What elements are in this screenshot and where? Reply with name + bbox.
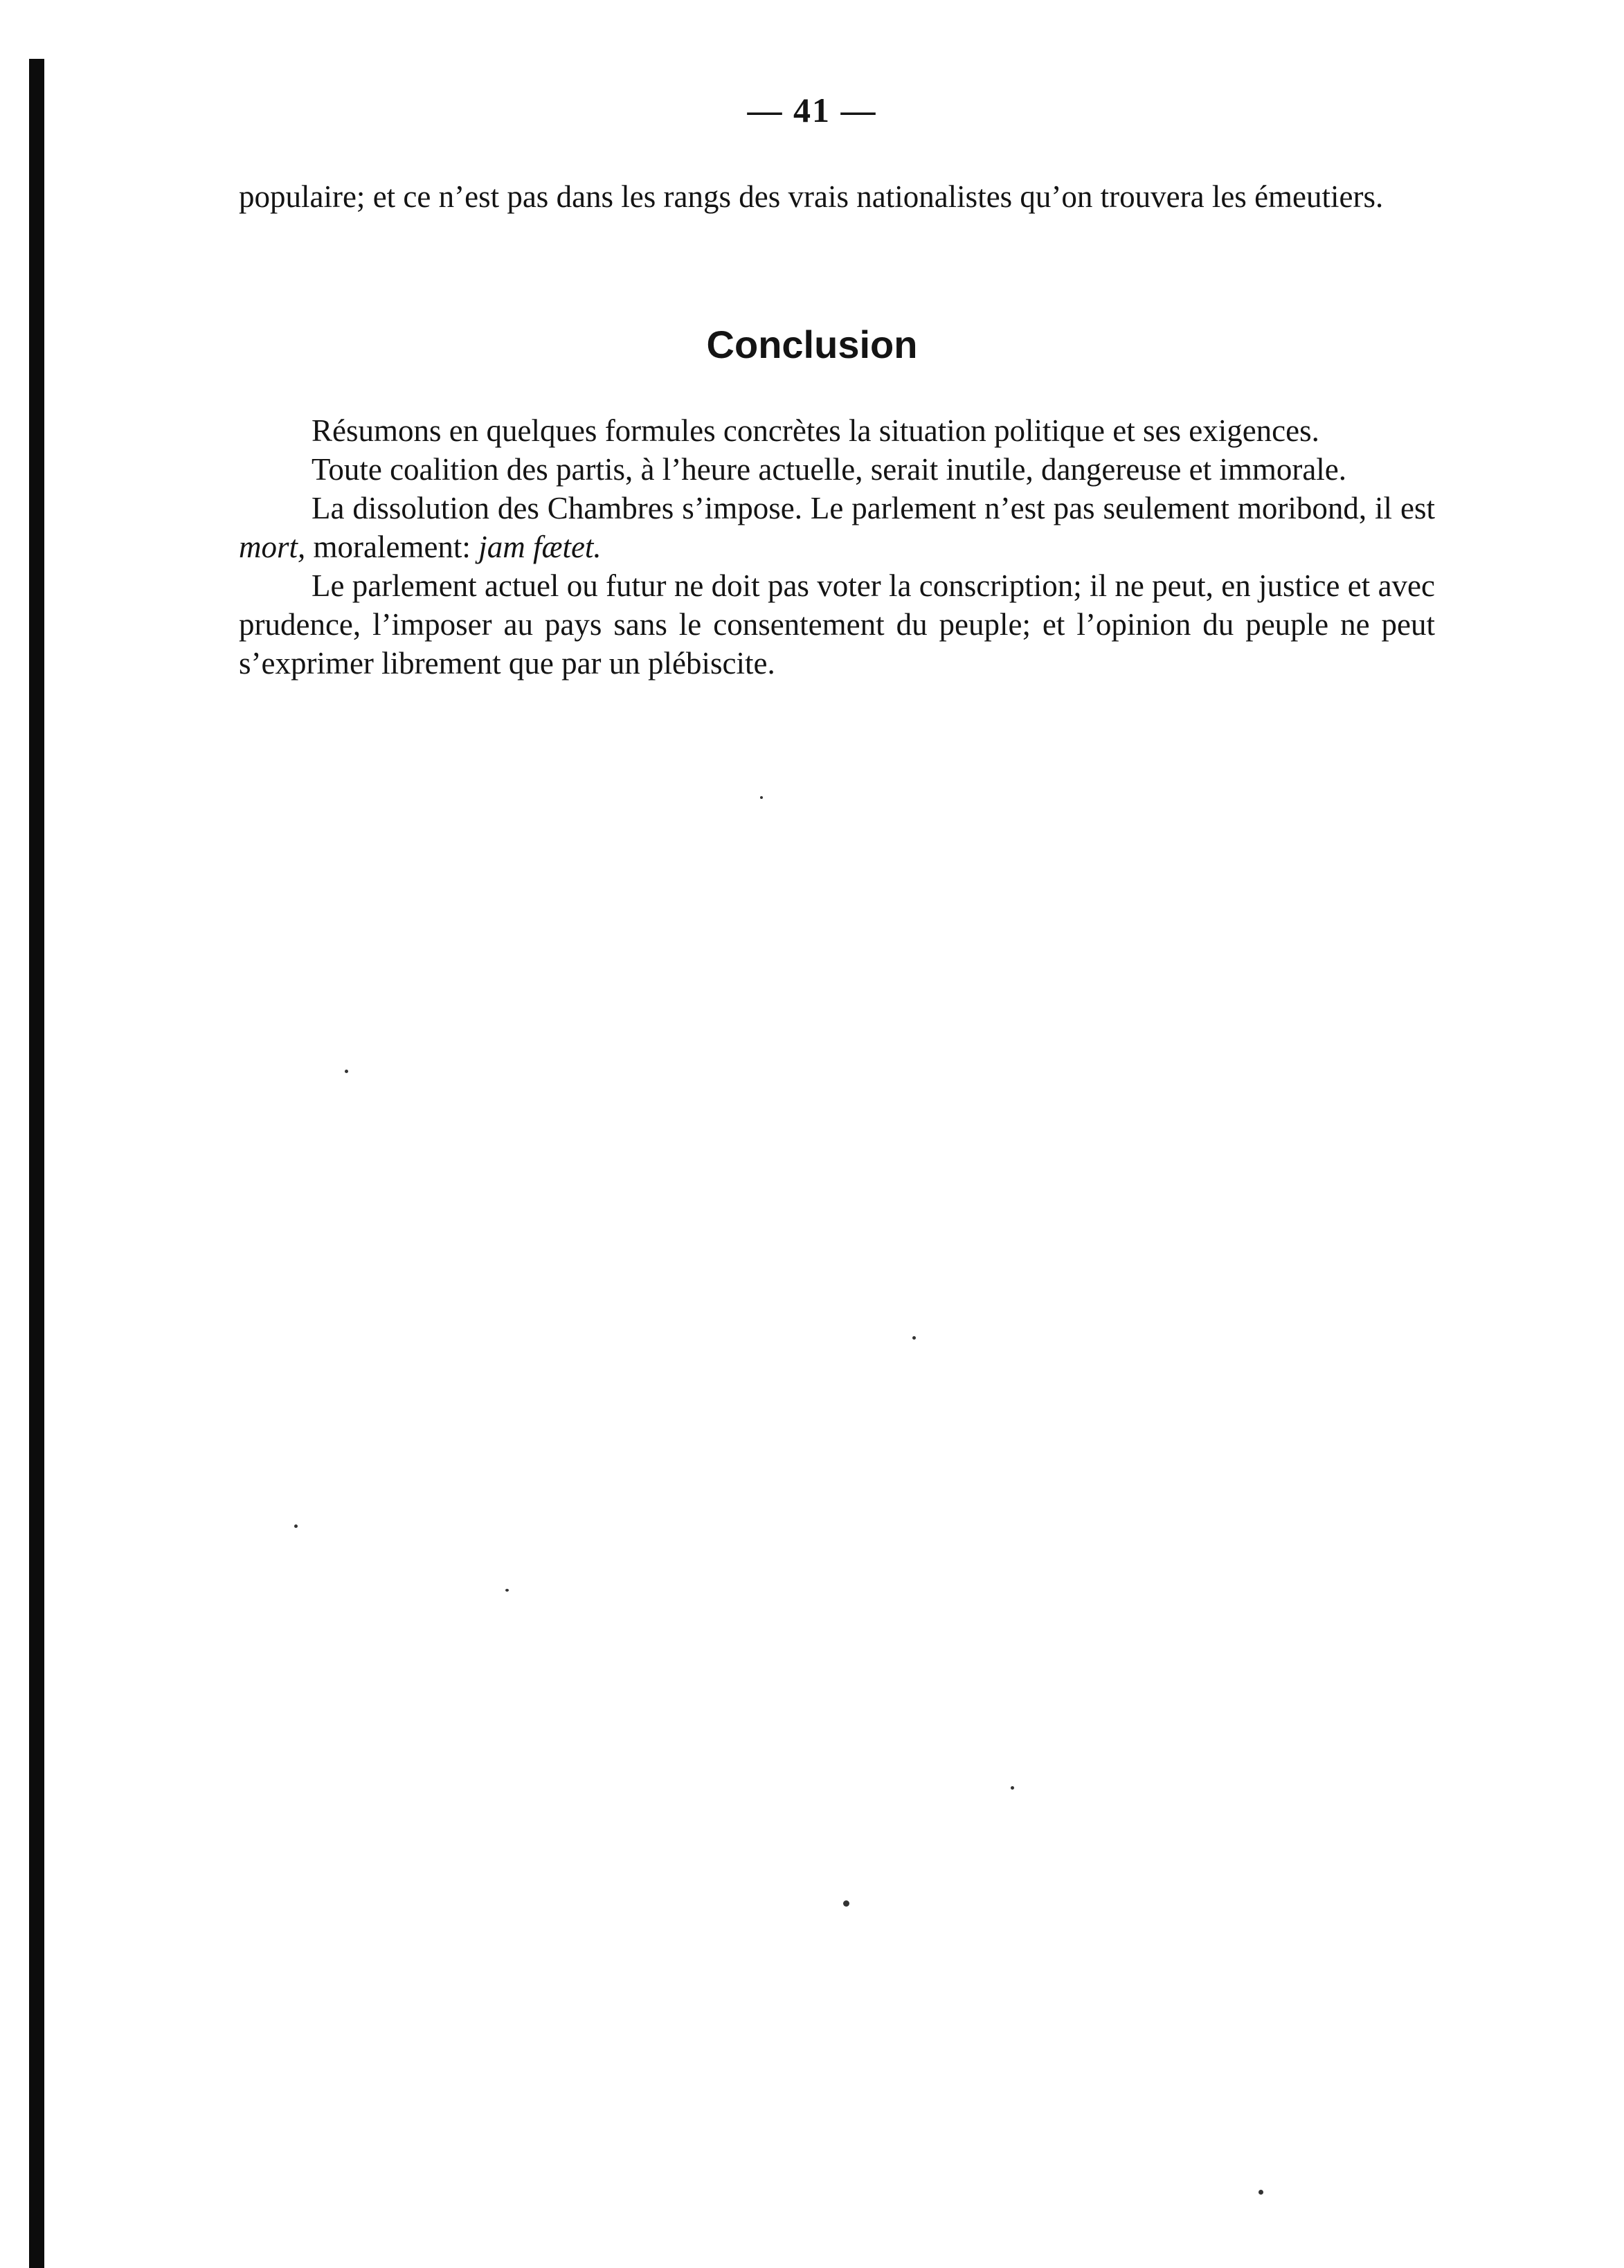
conclusion-paragraph-3 [239,489,1435,566]
scan-speck [294,1524,298,1528]
paragraph-text: La dissolution des Chambres s’impose. Le parlement n’est pas seulement moribond, il est [312,491,1435,525]
scan-speck [345,1070,348,1073]
latin-phrase: jam fætet. [478,530,602,564]
paragraph-text: Le parlement actuel ou futur ne doit pas voter la conscription; il ne peut, en justice et avec prudence, l’imposer au pays sans le consentement du peuple; et l’opinion du peuple ne peut s’exprimer librement que par un plébiscite. [239,568,1435,681]
conclusion-paragraph-2 [239,450,1435,489]
paragraph-text: Résumons en quelques formules concrètes la situation politique et ses exigences. [312,413,1319,448]
paragraph-text: moralement: [305,530,479,564]
paragraph-text: Toute coalition des partis, à l’heure actuelle, serait inutile, dangereuse et immorale. [312,452,1347,487]
conclusion-body [239,411,1435,683]
conclusion-paragraph-1 [239,411,1435,450]
scan-speck [505,1589,509,1592]
scan-binding-edge [29,59,44,2268]
conclusion-paragraph-4 [239,566,1435,683]
scan-speck [760,796,763,799]
scan-speck [1258,2190,1263,2195]
scan-speck [912,1336,916,1340]
lead-paragraph: populaire; et ce n’est pas dans les rangs des vrais nationalistes qu’on trouvera les émeutiers. [239,179,1384,214]
italic-word: mort, [239,530,306,564]
scan-speck [843,1900,849,1907]
page-number: — 41 — [747,91,877,129]
lead-paragraph-block [239,177,1435,216]
scan-speck [1011,1786,1014,1790]
section-heading: Conclusion [706,323,918,366]
